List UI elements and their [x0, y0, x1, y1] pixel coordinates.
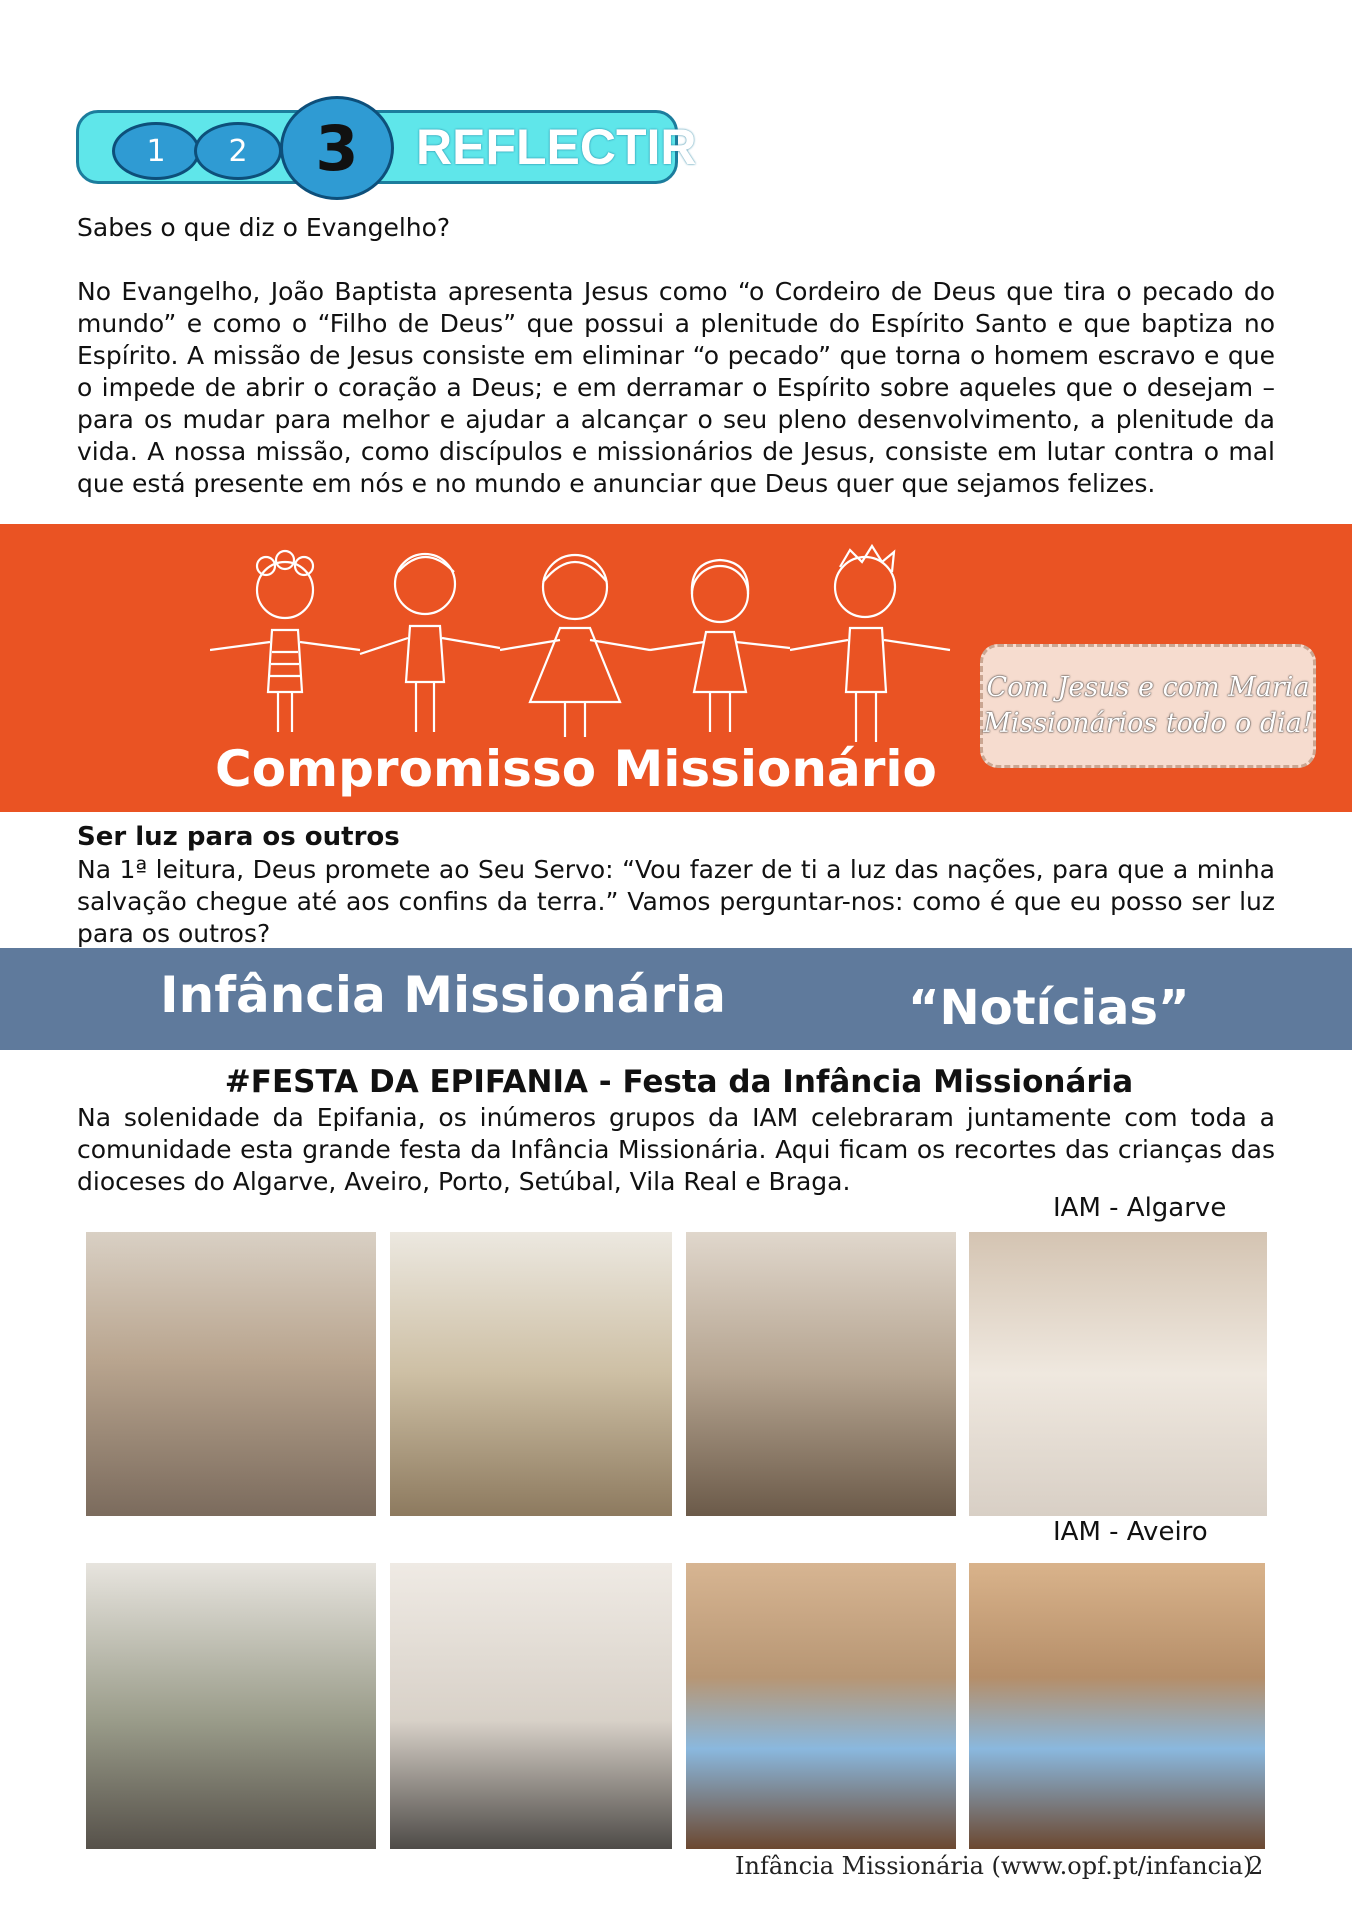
motto-line-1: Com Jesus e com Maria [986, 672, 1310, 703]
ser-luz-paragraph: Na 1ª leitura, Deus promete ao Seu Servo: “Vou fazer de ti a luz das nações, para que a minha salvação chegue até aos confins da terra.” Vamos perguntar-nos: como é que eu posso ser luz para os outros? [77, 855, 1275, 948]
motto-line-2: Missionários todo o dia! [983, 708, 1313, 739]
photo-aveiro-1 [86, 1563, 376, 1849]
child-figure-2 [360, 554, 500, 732]
page-number: 2 [1248, 1852, 1264, 1880]
gospel-paragraph: No Evangelho, João Baptista apresenta Jesus como “o Cordeiro de Deus que tira o pecado do mundo” e como o “Filho de Deus” que possui a plenitude do Espírito Santo e que baptiza no Espírito. A missão de Jesus consiste em eliminar “o pecado” que torna o homem escravo e que o impede de abrir o coração a Deus; e em derramar o Espírito sobre aqueles que o desejam – para os mudar para melhor e ajudar a alcançar o seu pleno desenvolvimento, a plenitude da vida. A nossa missão, como discípulos e missionários de Jesus, consiste em lutar contra o mal que está presente em nós e no mundo e anunciar que Deus quer que sejamos felizes. [77, 277, 1275, 498]
gospel-question: Sabes o que diz o Evangelho? [77, 213, 451, 242]
step-title: REFLECTIR [416, 119, 697, 175]
photo-algarve-3 [686, 1232, 956, 1516]
photo-algarve-1 [86, 1232, 376, 1516]
infancia-banner-title: Infância Missionária [160, 966, 726, 1024]
child-figure-3 [500, 555, 650, 737]
compromisso-title: Compromisso Missionário [215, 740, 937, 798]
child-figure-5 [790, 546, 950, 742]
children-illustration [210, 532, 980, 762]
footer-text: Infância Missionária (www.opf.pt/infancia) [735, 1852, 1253, 1880]
photo-algarve-4 [969, 1232, 1267, 1516]
photo-aveiro-3 [686, 1563, 956, 1849]
ser-luz-title: Ser luz para os outros [77, 822, 400, 852]
festa-title: #FESTA DA EPIFANIA - Festa da Infância Missionária [224, 1064, 1134, 1100]
photo-aveiro-4 [969, 1563, 1265, 1849]
photo-aveiro-2 [390, 1563, 672, 1849]
step-banner [76, 96, 697, 186]
infancia-banner-subtitle: “Notícias” [908, 980, 1190, 1036]
motto-box [980, 644, 1316, 768]
caption-aveiro: IAM - Aveiro [1053, 1517, 1208, 1547]
step-1-badge: 1 [112, 122, 200, 180]
child-figure-4 [650, 560, 790, 732]
step-2-badge: 2 [194, 122, 282, 180]
step-3-badge: 3 [280, 96, 394, 200]
photo-algarve-2 [390, 1232, 672, 1516]
compromisso-banner [0, 524, 1352, 812]
festa-paragraph: Na solenidade da Epifania, os inúmeros grupos da IAM celebraram juntamente com toda a comunidade esta grande festa da Infância Missionária. Aqui ficam os recortes das crianças das dioceses do Algarve, Aveiro, Porto, Setúbal, Vila Real e Braga. [77, 1103, 1275, 1196]
child-figure-1 [210, 551, 360, 732]
caption-algarve: IAM - Algarve [1053, 1193, 1227, 1223]
infancia-banner [0, 948, 1352, 1050]
